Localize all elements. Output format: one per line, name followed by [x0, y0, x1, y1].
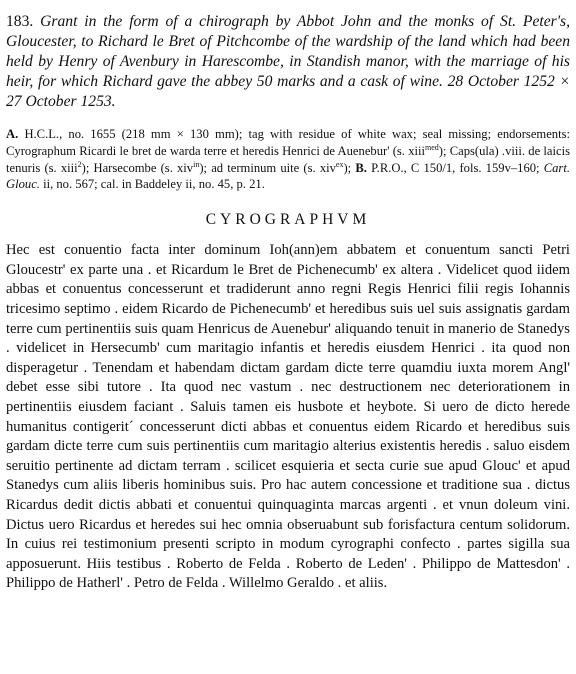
notes-text-3: ); Harsecombe (s. xiv	[81, 160, 194, 175]
witness-a-label: A.	[6, 127, 19, 141]
notes-text-1: H.C.L., no. 1655 (218 mm × 130 mm); tag with residue of white wax; seal missing; endorsements: Cyrographum Ricardi le bret de warda terre et heredis Henrici de Auenebur' (s. xiii	[6, 127, 570, 158]
notes-text-7: ii, no. 567; cal. in Baddeley ii, no. 45, p. 21.	[39, 177, 265, 192]
date-sup-3: in	[193, 159, 200, 169]
date-sup-4: ex	[335, 159, 344, 169]
charter-title: CYROGRAPHVM	[205, 211, 371, 229]
entry-heading-text: Grant in the form of a chirograph by Abbot John and the monks of St. Peter's, Gloucester, to Richard le Bret of Pitchcombe of the wardship of the land which had been held by Henry of Avenbury in Harescombe, in Standish manor, with the marriage of his heir, for which Richard gave the abbey 50 marks and a cask of wine. 28 October 1252 × 27 October 1253.	[6, 13, 571, 110]
notes-text-6: P.R.O., C 150/1, fols. 159v–160;	[366, 160, 544, 175]
notes-text-4: ); ad terminum uite (s. xiv	[199, 160, 336, 175]
manuscript-notes	[6, 126, 570, 193]
date-sup-2: 2	[77, 159, 82, 169]
cartulary-title: Cart. Glouc.	[6, 160, 570, 192]
entry-heading	[6, 12, 570, 112]
date-sup-1: med	[425, 142, 439, 152]
notes-text-5: );	[343, 160, 356, 175]
witness-b-label: B.	[355, 160, 367, 175]
charter-body: Hec est conuentio facta inter dominum Ioh(ann)em abbatem et conuentum sancti Petri Gloucestr' ex parte una . et Ricardum le Bret de Pichenecumb' ex altera . Videlicet quod iidem abbas et conuentus concesserunt et tradiderunt anno regni Regis Henrici filii regis Iohannis tricesimo septimo . eidem Ricardo de Pichenecumb' et heredibus suis uel suis assignatis gardam terre cum pertinentiis suis quam Henricus de Auenebur' aliquando tenuit in manerio de Stanedys . videlicet in Hersecumb' cum maritagio infantis et heredis eiusdem Henrici . ita quod non disperagetur . Tenendam et habendam dictam gardam dicte terre quamdiu iuxta morem Angl' debet esse sibi tutore . Ita quod nec vastum . nec destructionem nec deteriorationem in pertinentiis eiusdem faciant . Saluis tamen eis husbote et heybote. Si uero de dicto herede humanitus contigerit´ concesserunt dicti abbas et conuentus eidem Ricardo et heredibus suis gardam dicte terre cum suis pertinentiis cum maritagio alterius existentis heredis . saluo eisdem seruitio pertinente ad dictam terram . scilicet esquieria et secta curie sue apud Glouc' et apud Stanedys cum aliis liberis hominibus suis. Pro hac autem concessione et traditione sua . dictus Ricardus dedit dictis abbati et conuentui quinquaginta marcas argenti . et vnun doleum vini. Dictus uero Ricardus et heredes sui hec omnia obseruabunt sub forisfactura centum solidorum. In cuius rei testimonium presenti scripto in modum cyrographi confecto . partes sigilla sua apposuerunt. Hiis testibus . Roberto de Felda . Roberto de Leden' . Philippo de Mattesdon' . Philippo de Hatherl' . Petro de Felda . Willelmo Geraldo . et aliis.	[6, 242, 570, 592]
notes-text-2: ); Caps(ula) .viii. de laicis tenuris (s. xiii	[6, 143, 570, 175]
entry-number: 183.	[6, 13, 34, 30]
